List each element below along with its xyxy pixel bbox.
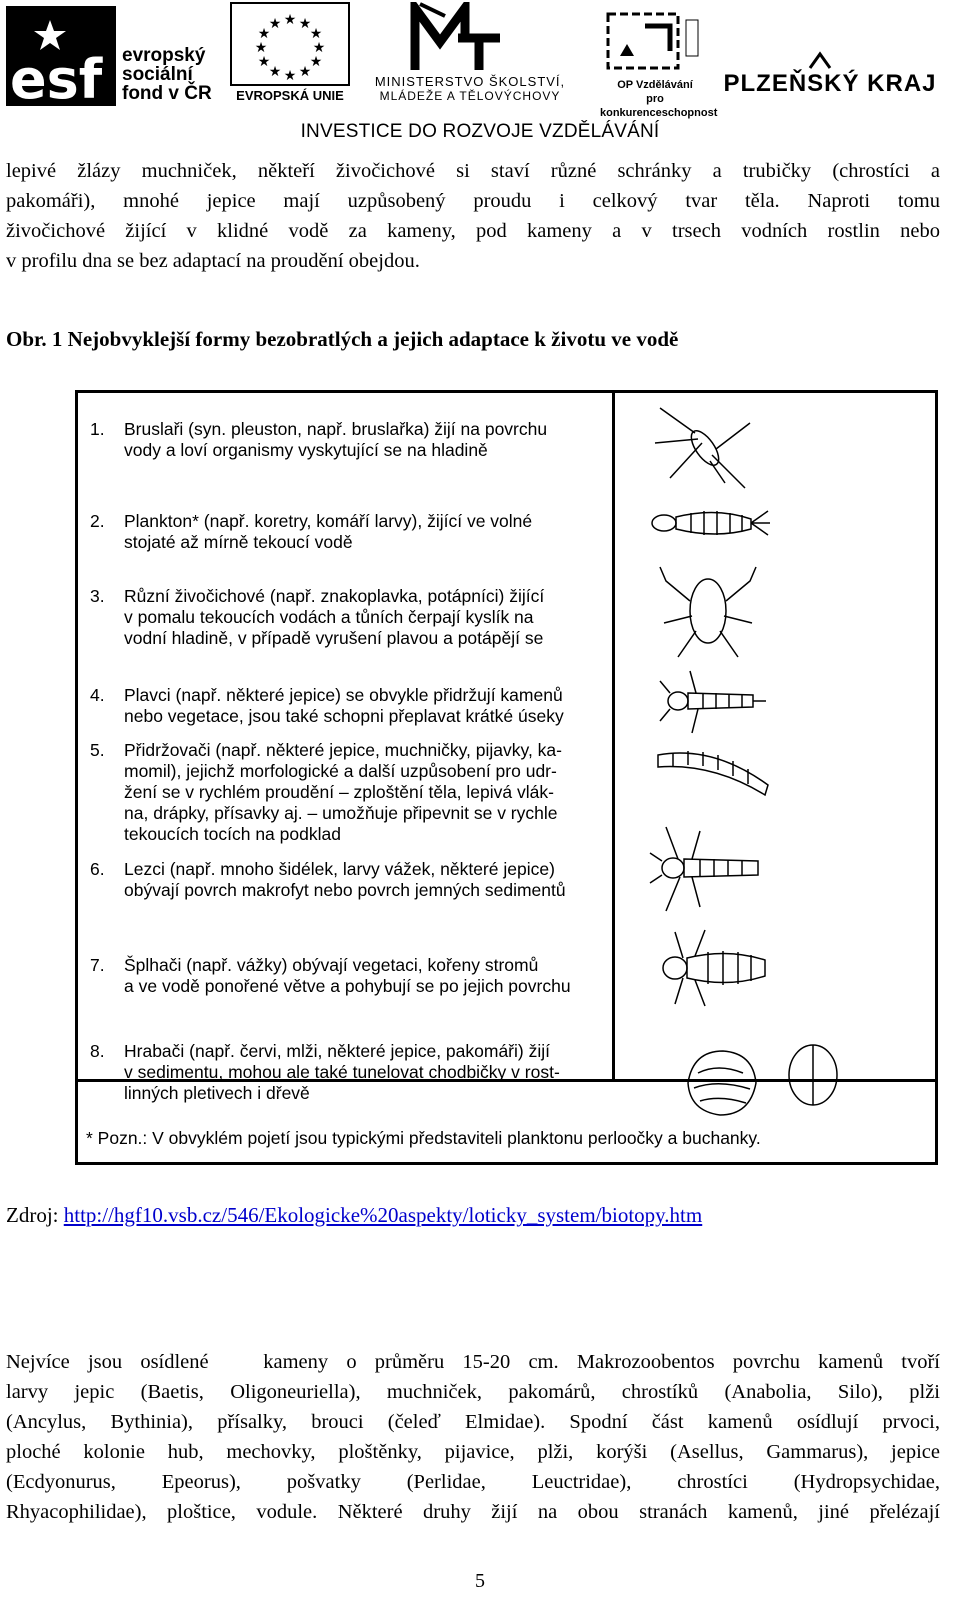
svg-text:★: ★ bbox=[257, 54, 271, 70]
paragraph-1-line: lepivé žlázy muchniček, někteří živočichové si staví různé schránky a trubičky (chrostíci a bbox=[6, 160, 940, 182]
figure-item-line: vodní hladině, v případě vyrušení plavou a potápějí se bbox=[124, 628, 544, 648]
dragonfly-larva-icon bbox=[653, 928, 773, 1008]
paragraph-1 bbox=[6, 156, 940, 276]
figure-item-number: 3. bbox=[90, 586, 105, 606]
crawler-larva-icon bbox=[648, 821, 773, 916]
figure-item-number: 5. bbox=[90, 740, 105, 760]
figure-item-number: 7. bbox=[90, 955, 105, 975]
op-line1: OP Vzdělávání bbox=[617, 79, 693, 91]
figure-item-number: 1. bbox=[90, 419, 105, 439]
figure-item-line: stojaté až mírně tekoucí vodě bbox=[124, 532, 353, 552]
paragraph-2 bbox=[6, 1347, 940, 1527]
paragraph-1-line: pakomáři), mnohé jepice mají uzpůsobený proudu i celkový tvar těla. Naproti tomu bbox=[6, 190, 940, 212]
figure-column-divider bbox=[612, 393, 615, 1081]
esf-line1: evropský bbox=[122, 45, 206, 66]
svg-text:★: ★ bbox=[298, 64, 312, 80]
figure-item-number: 2. bbox=[90, 511, 105, 531]
figure-note: * Pozn.: V obvyklém pojetí jsou typickými představiteli planktonu perloočky a buchanky. bbox=[86, 1128, 761, 1148]
figure-item-line: Přidržovači (např. některé jepice, muchničky, pijavky, ka- bbox=[124, 740, 562, 760]
op-logo bbox=[600, 6, 718, 119]
figure-item-line: linných pletivech i dřevě bbox=[124, 1083, 310, 1103]
figure-item bbox=[90, 955, 605, 997]
mosquito-larva-icon bbox=[646, 501, 771, 546]
paragraph-2-line: larvy jepic (Baetis, Oligoneuriella), muchniček, pakomárů, chrostíků (Anabolia, Silo), plži bbox=[6, 1381, 940, 1403]
figure-item bbox=[90, 859, 605, 901]
esf-line2: sociální bbox=[122, 64, 193, 85]
svg-text:★: ★ bbox=[312, 40, 326, 56]
source-label: Zdroj: bbox=[6, 1203, 59, 1227]
plzensky-kraj-logo bbox=[720, 50, 940, 110]
figure-item-line: Lezci (např. mnoho šidélek, larvy vážek, některé jepice) bbox=[124, 859, 555, 879]
svg-text:★: ★ bbox=[309, 26, 323, 42]
svg-text:★: ★ bbox=[309, 54, 323, 70]
paragraph-1-line: v profilu dna se bez adaptací na proudění obejdou. bbox=[6, 250, 420, 272]
figure-item-line: v sedimentu, mohou ale také tunelovat chodbičky v rost- bbox=[124, 1062, 560, 1082]
water-strider-icon bbox=[650, 403, 760, 493]
esf-mark: esf bbox=[10, 48, 103, 106]
paragraph-1-line: živočichové žijící v klidné vodě za kameny, pod kameny a v trsech vodních rostlin nebo bbox=[6, 220, 940, 242]
msmt-line1: MINISTERSTVO ŠKOLSTVÍ, bbox=[374, 74, 566, 89]
svg-text:★: ★ bbox=[283, 12, 297, 28]
figure-item-number: 8. bbox=[90, 1041, 105, 1061]
figure-item bbox=[90, 586, 605, 649]
figure-caption: Obr. 1 Nejobvyklejší formy bezobratlých a jejich adaptace k životu ve vodě bbox=[6, 327, 679, 351]
paragraph-2-line: (Ecdyonurus, Epeorus), pošvatky (Perlidae, Leuctridae), chrostíci (Hydropsychidae, bbox=[6, 1471, 940, 1493]
figure-item bbox=[90, 1041, 605, 1104]
esf-line3: fond v ČR bbox=[122, 83, 212, 104]
svg-text:★: ★ bbox=[254, 40, 268, 56]
figure-item bbox=[90, 511, 605, 553]
figure-item-line: Různí živočichové (např. znakoplavka, potápníci) žijící bbox=[124, 586, 545, 606]
figure-item-line: Plavci (např. některé jepice) se obvykle přidržují kamenů bbox=[124, 685, 563, 705]
eu-logo bbox=[230, 2, 350, 106]
figure-item-line: momil), jejichž morfologické a další uzpůsobení pro udr- bbox=[124, 761, 557, 781]
leech-icon bbox=[653, 745, 773, 805]
source-line bbox=[6, 1203, 702, 1228]
pk-text: PLZEŇSKÝ KRAJ bbox=[723, 70, 937, 97]
figure-item-number: 6. bbox=[90, 859, 105, 879]
figure-item-line: obývají povrch makrofyt nebo povrch jemných sedimentů bbox=[124, 880, 566, 900]
page-number: 5 bbox=[475, 1570, 485, 1592]
op-line2: pro konkurenceschopnost bbox=[600, 93, 718, 119]
paragraph-2-line: (Ancylus, Bythinia), přísalky, brouci (čeleď Elmidae). Spodní část kamenů osídlují prvoci, bbox=[6, 1411, 940, 1433]
figure-item-line: vody a loví organismy vyskytující se na hladině bbox=[124, 440, 488, 460]
svg-text:★: ★ bbox=[298, 16, 312, 32]
msmt-logo bbox=[360, 2, 580, 106]
backswimmer-icon bbox=[658, 561, 758, 661]
figure-item-line: Šplhači (např. vážky) obývají vegetaci, kořeny stromů bbox=[124, 955, 539, 975]
figure-item-line: Bruslaři (syn. pleuston, např. bruslařka) žijí na povrchu bbox=[124, 419, 548, 439]
figure-item-line: na, drápky, přísavky aj. – umožňuje připevnit se v rychle bbox=[124, 803, 558, 823]
mussel-icon bbox=[678, 1043, 853, 1123]
figure-item bbox=[90, 740, 605, 845]
source-link[interactable]: http://hgf10.vsb.cz/546/Ekologicke%20aspekty/loticky_system/biotopy.htm bbox=[63, 1203, 703, 1227]
svg-text:★: ★ bbox=[268, 16, 282, 32]
figure-item-line: v pomalu tekoucích vodách a tůních čerpají kyslík na bbox=[124, 607, 534, 627]
svg-text:★: ★ bbox=[257, 26, 271, 42]
paragraph-2-line: Rhyacophilidae), ploštice, vodule. Některé druhy žijí na obou stranách kamenů, jiné přelézají bbox=[6, 1501, 940, 1523]
figure-item-line: Plankton* (např. koretry, komáří larvy), žijící ve volné bbox=[124, 511, 533, 531]
figure-item-line: Hrabači (např. červi, mlži, některé jepice, pakomáři) žijí bbox=[124, 1041, 550, 1061]
mayfly-larva-swimmer-icon bbox=[658, 663, 768, 738]
msmt-line2: MLÁDEŽE A TĚLOVÝCHOVY bbox=[379, 89, 561, 103]
figure-item-line: tekoucích tocích na podklad bbox=[124, 824, 341, 844]
figure-item-line: a ve vodě ponořené větve a pohybují se po jejich povrchu bbox=[124, 976, 571, 996]
figure-item-number: 4. bbox=[90, 685, 105, 705]
svg-text:★: ★ bbox=[268, 64, 282, 80]
figure-item bbox=[90, 419, 605, 461]
svg-text:★: ★ bbox=[283, 68, 297, 84]
header-tagline: INVESTICE DO ROZVOJE VZDĚLÁVÁNÍ bbox=[300, 121, 660, 142]
paragraph-2-line: Nejvíce jsou osídlené kameny o průměru 15-20 cm. Makrozoobentos povrchu kamenů tvoří bbox=[6, 1351, 940, 1373]
figure-table bbox=[75, 390, 938, 1165]
figure-item bbox=[90, 685, 605, 727]
eu-caption: EVROPSKÁ UNIE bbox=[236, 88, 344, 103]
figure-item-line: nebo vegetace, jsou také schopni přeplavat krátké úseky bbox=[124, 706, 564, 726]
esf-logo bbox=[6, 6, 216, 106]
paragraph-2-line: ploché kolonie hub, mechovky, ploštěnky, pijavice, plži, korýši (Asellus, Gammarus), jepice bbox=[6, 1441, 940, 1463]
figure-item-line: žení se v rychlém proudění – zploštění těla, lepivá vlák- bbox=[124, 782, 554, 802]
